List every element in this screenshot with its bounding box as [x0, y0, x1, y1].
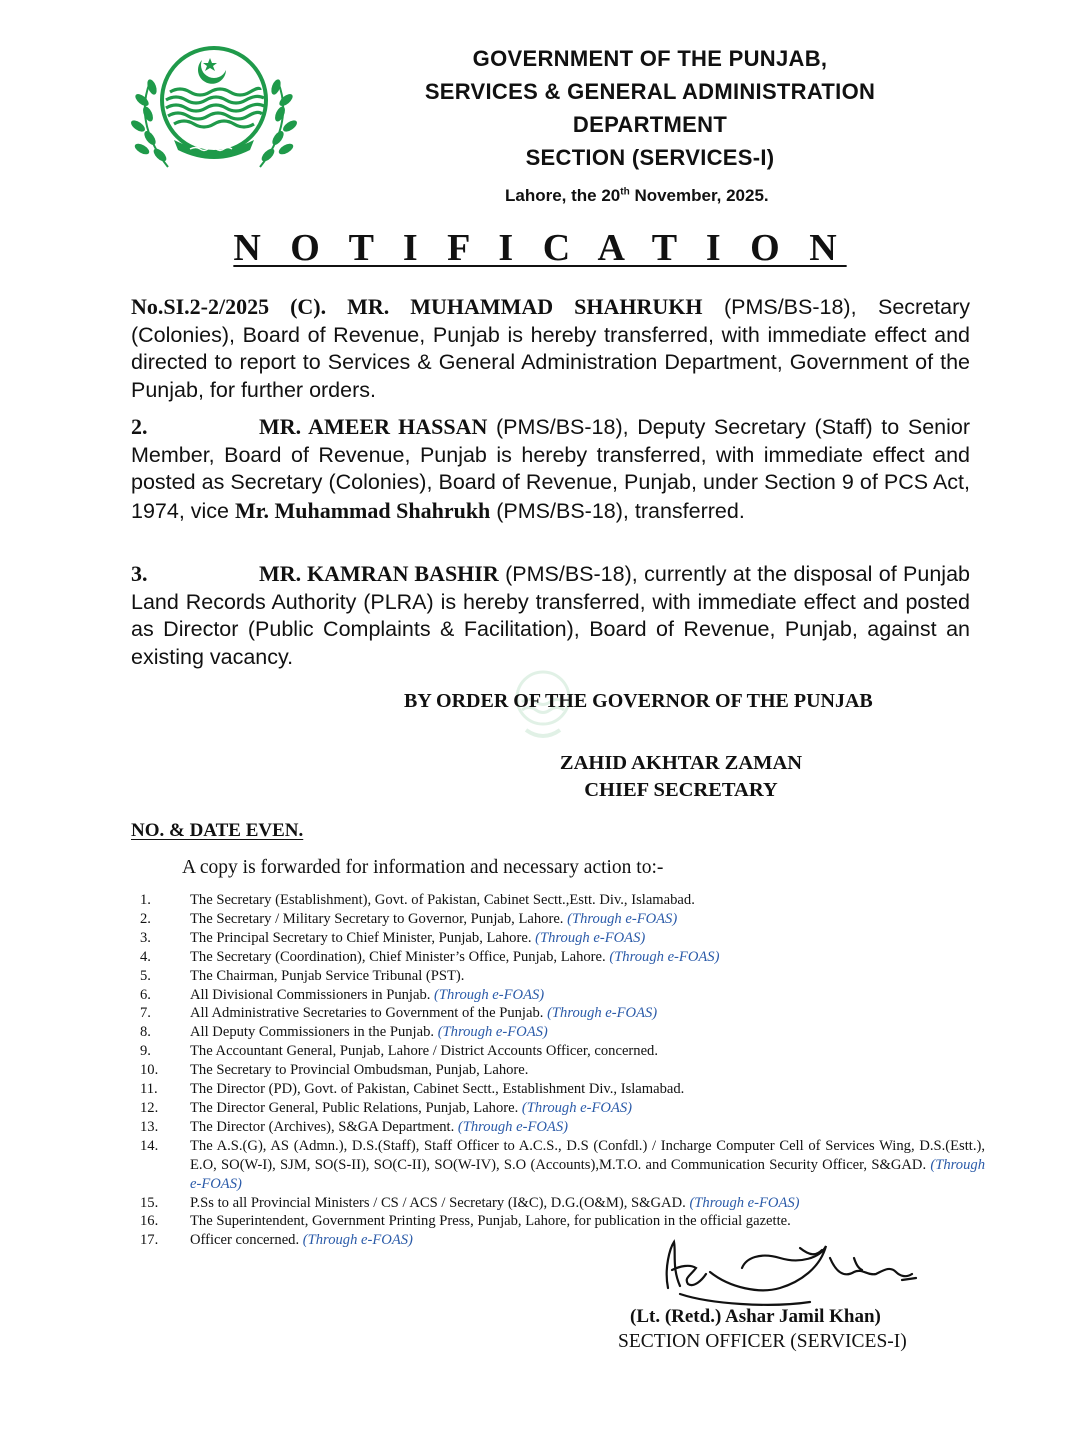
distribution-item-number: 16. — [140, 1213, 159, 1230]
distribution-item — [140, 1080, 985, 1099]
distribution-item-forward-via: (Through e-FOAS) — [521, 1099, 633, 1116]
distribution-item-number: 6. — [140, 986, 151, 1003]
distribution-item-number: 5. — [140, 967, 151, 984]
distribution-item-number: 2. — [140, 910, 151, 927]
distribution-item-number: 1. — [140, 892, 151, 908]
chief-secretary-title: CHIEF SECRETARY — [584, 779, 778, 801]
header-government-line: GOVERNMENT OF THE PUNJAB, — [472, 46, 828, 71]
distribution-item-forward-via: (Through e-FOAS) — [689, 1194, 800, 1211]
distribution-item-number: 3. — [140, 929, 151, 946]
distribution-item-text: The Chairman, Punjab Service Tribunal (PST). — [190, 967, 465, 984]
distribution-item — [140, 948, 985, 967]
distribution-item — [140, 1042, 985, 1061]
distribution-item — [140, 891, 985, 910]
distribution-item-text: The Director (Archives), S&GA Department. — [190, 1118, 458, 1135]
no-date-even: NO. & DATE EVEN. — [131, 820, 304, 841]
header-department-line-2: DEPARTMENT — [572, 112, 728, 137]
distribution-item-number: 15. — [140, 1194, 159, 1211]
paragraph-3-name: MR. KAMRAN BASHIR — [259, 561, 499, 586]
distribution-item — [140, 1118, 985, 1137]
paragraph-1 — [131, 293, 970, 404]
distribution-item-text: The Principal Secretary to Chief Minister, Punjab, Lahore. — [190, 929, 536, 946]
distribution-item-number: 17. — [140, 1232, 159, 1249]
distribution-item-forward-via: (Through e-FOAS) — [535, 929, 646, 946]
distribution-item-forward-via: (Through e-FOAS) — [302, 1232, 413, 1249]
distribution-item — [140, 1023, 985, 1042]
distribution-item-text: The Secretary (Establishment), Govt. of Pakistan, Cabinet Sectt.,Estt. Div., Islamabad. — [190, 892, 695, 908]
distribution-item-number: 7. — [140, 1005, 151, 1022]
paragraph-2-number: 2. — [131, 414, 148, 439]
distribution-item-forward-via: (Through e-FOAS) — [434, 986, 545, 1003]
distribution-item — [140, 967, 985, 986]
punjab-government-emblem-icon — [128, 42, 300, 174]
copy-forward-intro: A copy is forwarded for information and necessary action to:- — [182, 857, 664, 878]
header-section-line: SECTION (SERVICES-I) — [525, 145, 775, 170]
paragraph-2-name: MR. AMEER HASSAN — [259, 414, 488, 439]
distribution-item-text: The Secretary (Coordination), Chief Minister’s Office, Punjab, Lahore. — [190, 948, 610, 965]
distribution-item-text: Officer concerned. — [190, 1232, 303, 1249]
distribution-item-number: 13. — [140, 1118, 159, 1135]
paragraph-1-text: (PMS/BS-18), Secretary (Colonies), Board of Revenue, Punjab is hereby transferred, with immediate effect and directed to report to Services & General Administration Department, Government of the Punjab, for further orders. — [131, 295, 970, 402]
header-department-line: SERVICES & GENERAL ADMINISTRATION — [424, 79, 876, 104]
notification-date: Lahore, the 20th November, 2025. — [505, 186, 769, 205]
distribution-item — [140, 910, 985, 929]
distribution-item-text: P.Ss to all Provincial Ministers / CS / ACS / Secretary (I&C), D.G.(O&M), S&GAD. — [190, 1194, 690, 1211]
distribution-item-number: 14. — [140, 1137, 159, 1154]
distribution-item-text: The Director (PD), Govt. of Pakistan, Cabinet Sectt., Establishment Div., Islamabad. — [190, 1081, 685, 1098]
section-officer-name: (Lt. (Retd.) Ashar Jamil Khan) — [630, 1306, 881, 1327]
distribution-item — [140, 929, 985, 948]
distribution-item-forward-via: (Through e-FOAS) — [457, 1118, 568, 1135]
paragraph-1-reference: No.SI.2-2/2025 (C). MR. MUHAMMAD SHAHRUKH — [131, 294, 703, 319]
notification-title: N O T I F I C A T I O N — [233, 227, 847, 269]
distribution-item-text: All Divisional Commissioners in Punjab. — [190, 986, 435, 1003]
distribution-item-text: The Director General, Public Relations, Punjab, Lahore. — [190, 1099, 522, 1116]
paragraph-2-text: (PMS/BS-18), Deputy Secretary (Staff) to Senior Member, Board of Revenue, Punjab is hereby transferred, with immediate effect and posted as Secretary (Colonies), Board of Revenue, Punjab, under Section 9 of PCS Act, 1974, vice — [131, 415, 970, 523]
distribution-item-number: 11. — [140, 1081, 158, 1098]
section-officer-title: SECTION OFFICER (SERVICES-I) — [618, 1331, 907, 1352]
distribution-item-text: The Secretary / Military Secretary to Governor, Punjab, Lahore. — [190, 910, 568, 927]
distribution-item-forward-via: (Through e-FOAS) — [567, 910, 678, 927]
distribution-item-text: All Deputy Commissioners in the Punjab. — [190, 1024, 438, 1041]
distribution-item — [140, 1004, 985, 1023]
distribution-item-text: The Accountant General, Punjab, Lahore / District Accounts Officer, concerned. — [190, 1043, 659, 1060]
distribution-item-forward-via: (Through e-FOAS) — [547, 1005, 658, 1022]
distribution-item — [140, 1061, 985, 1080]
paragraph-2-text-end: (PMS/BS-18), transferred. — [490, 498, 745, 523]
distribution-item-number: 8. — [140, 1024, 151, 1041]
distribution-item-forward-via: (Through e-FOAS) — [437, 1024, 548, 1041]
distribution-item-text: All Administrative Secretaries to Government of the Punjab. — [190, 1005, 548, 1022]
distribution-item-text: The Superintendent, Government Printing Press, Punjab, Lahore, for publication in the official gazette. — [190, 1213, 791, 1230]
distribution-item — [140, 986, 985, 1005]
distribution-item — [140, 1099, 985, 1118]
paragraph-3-text: (PMS/BS-18), currently at the disposal of Punjab Land Records Authority (PLRA) is hereby transferred, with immediate effect and posted as Director (Public Complaints & Facilitation), Board of Revenue, Punjab, against an existing vacancy. — [131, 562, 970, 669]
distribution-item-text: The A.S.(G), AS (Admn.), D.S.(Staff), Staff Officer to A.C.S., D.S (Confdl.) / Incharge Computer Cell of Services Wing, D.S.(Estt.), E.O, SO(W-I), SJM, SO(S-II), SO(C-II), SO(W-IV), S.O (Accounts),M.T.O. and Communication Security Officer, S&GAD. — [190, 1137, 985, 1173]
paragraph-2-vice-name: Mr. Muhammad Shahrukh — [234, 497, 491, 523]
paragraph-3 — [131, 560, 970, 671]
distribution-item-number: 9. — [140, 1043, 151, 1060]
handwritten-signature — [650, 1228, 930, 1318]
distribution-list — [140, 891, 985, 1250]
distribution-item — [140, 1137, 985, 1194]
distribution-item-number: 10. — [140, 1062, 159, 1079]
distribution-item — [140, 1194, 985, 1213]
governor-order-line: BY ORDER OF THE GOVERNOR OF THE PUNJAB — [404, 690, 873, 712]
distribution-item-number: 12. — [140, 1099, 159, 1116]
paragraph-2 — [131, 413, 970, 525]
distribution-item-forward-via: (Through e-FOAS) — [609, 948, 720, 965]
paragraph-3-number: 3. — [131, 561, 148, 586]
distribution-item-text: The Secretary to Provincial Ombudsman, Punjab, Lahore. — [190, 1062, 529, 1079]
distribution-item-forward-via: (Through e-FOAS) — [190, 1156, 985, 1192]
chief-secretary-name: ZAHID AKHTAR ZAMAN — [559, 752, 803, 774]
distribution-item-number: 4. — [140, 948, 151, 965]
